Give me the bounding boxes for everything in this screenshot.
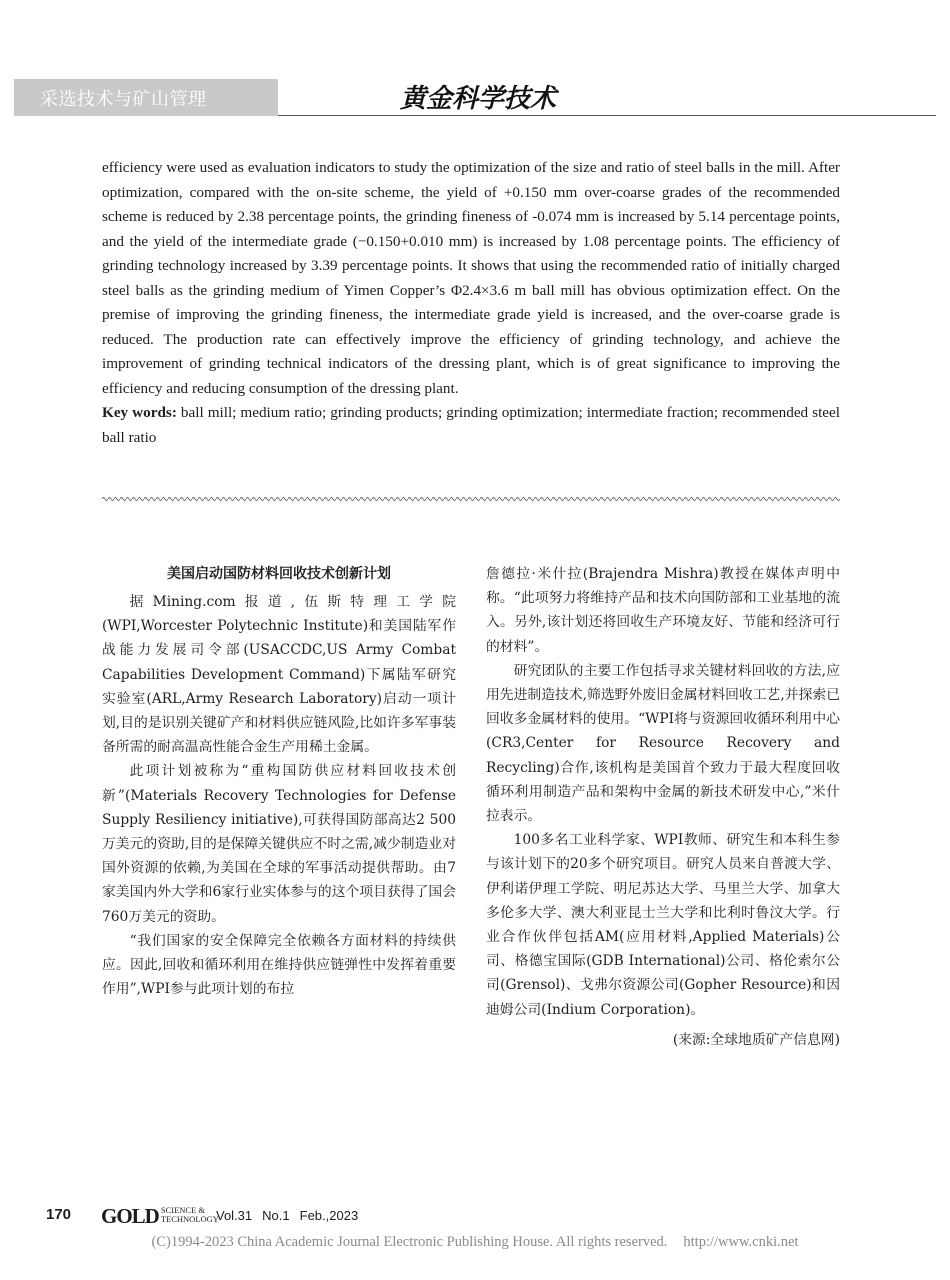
journal-issue-info: [216, 1208, 368, 1223]
issue: No.1: [262, 1208, 290, 1223]
issue-date: Feb.,2023: [299, 1208, 359, 1223]
wavy-divider: [102, 494, 840, 504]
section-title: 采选技术与矿山管理: [40, 89, 207, 110]
keywords-text: ball mill; medium ratio; grinding products; grinding optimization; intermediate fraction; recommended steel ball ratio: [102, 404, 840, 446]
keywords-label: Key words:: [102, 404, 177, 421]
page-number: 170: [46, 1206, 72, 1223]
news-paragraph: 100多名工业科学家、WPI教师、研究生和本科生参与该计划下的20多个研究项目。研究人员来自普渡大学、伊利诺伊理工学院、明尼苏达大学、马里兰大学、加拿大多伦多大学、澳大利亚昆士兰大学和比利时鲁汶大学。行业合作伙伴包括AM(应用材料,Applied Materials)公司、格德宝国际(GDB International)公司、格伦索尔公司(Grensol)、戈弗尔资源公司(Gopher Resource)和因迪姆公司(Indium Corporation)。: [486, 832, 840, 1018]
news-paragraph-continued: 詹德拉·米什拉(Brajendra Mishra)教授在媒体声明中称。“此项努力将维持产品和技术向国防部和工业基地的流入。另外,该计划还将回收生产环境友好、节能和经济可行的材料”。: [486, 566, 840, 655]
news-source: (来源:全球地质矿产信息网): [672, 1031, 840, 1048]
news-paragraph: 研究团队的主要工作包括寻求关键材料回收的方法,应用先进制造技术,筛选野外废旧金属材料回收工艺,并探索已回收多金属材料的使用。“WPI将与资源回收循环利用中心(CR3,Center for Resource Recovery and Recycling)合作,该机构是美国首个致力于最大程度回收循环利用制造产品和架构中金属的新技术研发中心,”米什拉表示。: [486, 662, 840, 825]
logo-line-2: TECHNOLOGY: [160, 1214, 219, 1224]
logo-word: GOLD: [101, 1204, 159, 1228]
gold-science-logo: [101, 1204, 219, 1229]
abstract-body: efficiency were used as evaluation indicators to study the optimization of the size and ratio of steel balls in the mill. After optimization, compared with the on-site scheme, the yield of +0.150 mm over-coarse grades of the recommended scheme is reduced by 2.38 percentage points, the grinding fineness of -0.074 mm is increased by 5.14 percentage points, and the yield of the intermediate grade (−0.150+0.010 mm) is increased by 1.08 percentage points. The efficiency of grinding technology increased by 3.39 percentage points. It shows that using the recommended ratio of initially charged steel balls as the grinding medium of Yimen Copper’s Φ2.4×3.6 m ball mill has obvious optimization effect. On the premise of improving the grinding fineness, the intermediate grade yield is increased, and the over-coarse grade is reduced. The production rate can effectively improve the efficiency of grinding technology, and achieve the improvement of grinding technical indicators of the dressing plant, which is of great significance to improving the efficiency and reducing consumption of the dressing plant.: [102, 159, 840, 397]
news-paragraph: 据Mining.com报道,伍斯特理工学院(WPI,Worcester Polytechnic Institute)和美国陆军作战能力发展司令部(USACCDC,US Army Combat Capabilities Development Command)下属陆军研究实验室(ARL,Army Research Laboratory)启动一项计划,目的是识别关键矿产和材料供应链风险,比如许多军事装备所需的耐高温高性能合金生产用稀土金属。: [102, 594, 456, 756]
abstract-block: [102, 156, 840, 450]
news-right-column: [486, 562, 840, 1052]
logo-line-1: SCIENCE &: [160, 1205, 205, 1215]
keywords-line: [102, 401, 840, 450]
volume: Vol.31: [216, 1208, 253, 1223]
header-divider: [278, 115, 936, 116]
logo-subtitle: [161, 1206, 219, 1224]
journal-logo: 黄金科学技术: [400, 84, 557, 114]
copyright-notice: (C)1994-2023 China Academic Journal Electronic Publishing House. All rights reserved.: [151, 1234, 668, 1250]
news-paragraph: 此项计划被称为“重构国防供应材料回收技术创新”(Materials Recovery Technologies for Defense Supply Resiliency initiative),可获得国防部高达2 500万美元的资助,目的是保障关键供应不时之需,减少制造业对国外资源的依赖,为美国在全球的军事活动提供帮助。由7家美国内外大学和6家行业实体参与的这个项目获得了国会760万美元的资助。: [102, 763, 456, 925]
section-header-bar: [14, 79, 278, 116]
news-title: 美国启动国防材料回收技术创新计划: [167, 566, 391, 582]
copyright-line: [0, 1234, 950, 1251]
news-paragraph: “我们国家的安全保障完全依赖各方面材料的持续供应。因此,回收和循环利用在维持供应链弹性中发挥着重要作用”,WPI参与此项计划的布拉: [102, 932, 456, 998]
copyright-url: http://www.cnki.net: [683, 1234, 799, 1250]
news-left-column: [102, 562, 456, 1001]
